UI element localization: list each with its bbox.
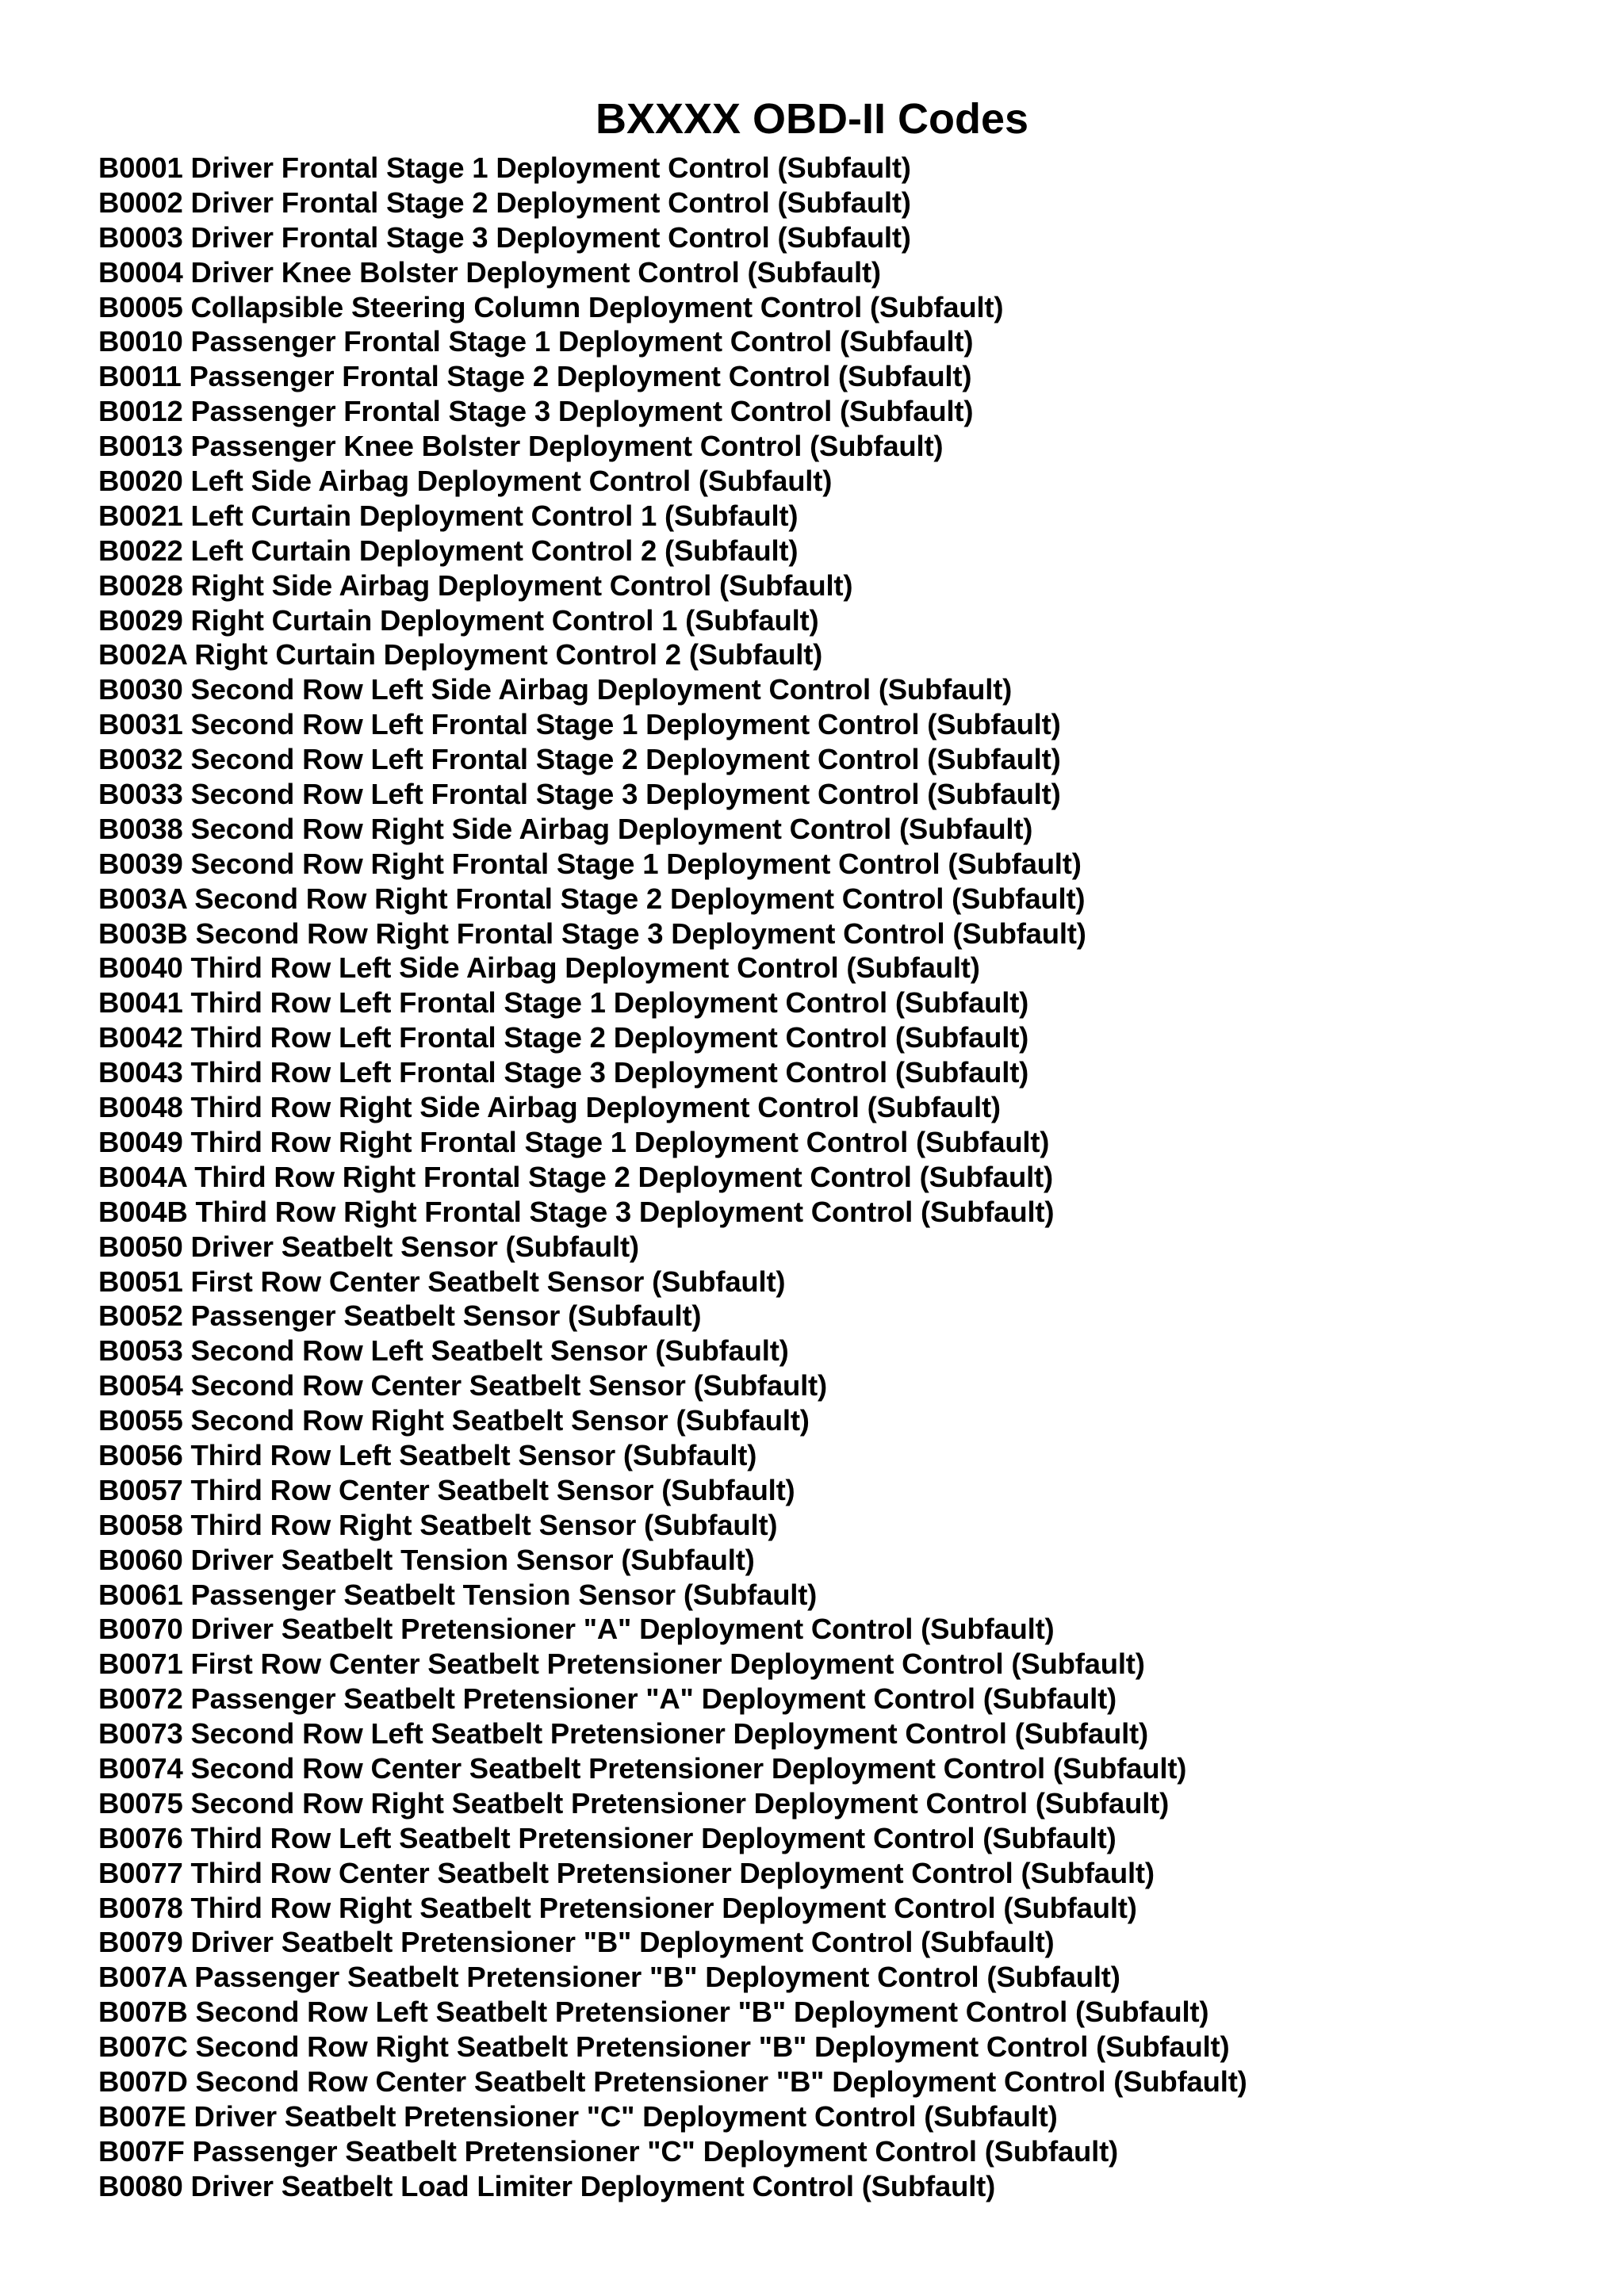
code-line: B007E Driver Seatbelt Pretensioner "C" Deployment Control (Subfault) (98, 2099, 1058, 2133)
code-line: B0049 Third Row Right Frontal Stage 1 Deployment Control (Subfault) (98, 1125, 1050, 1158)
code-line: B0073 Second Row Left Seatbelt Pretensioner Deployment Control (Subfault) (98, 1717, 1148, 1751)
code-line: B0070 Driver Seatbelt Pretensioner "A" Deployment Control (Subfault) (98, 1613, 1055, 1646)
code-line: B0011 Passenger Frontal Stage 2 Deployment Control (Subfault) (98, 360, 972, 393)
code-line: B0030 Second Row Left Side Airbag Deployment Control (Subfault) (98, 673, 1013, 706)
code-line: B0038 Second Row Right Side Airbag Deployment Control (Subfault) (98, 812, 1033, 845)
code-line: B004B Third Row Right Frontal Stage 3 Deployment Control (Subfault) (98, 1195, 1055, 1228)
code-line: B0051 First Row Center Seatbelt Sensor (Subfault) (98, 1265, 786, 1298)
code-line: B0052 Passenger Seatbelt Sensor (Subfault) (98, 1299, 702, 1333)
code-line: B007C Second Row Right Seatbelt Pretensioner "B" Deployment Control (Subfault) (98, 2030, 1230, 2064)
code-line: B0076 Third Row Left Seatbelt Pretensioner Deployment Control (Subfault) (98, 1821, 1116, 1854)
code-line: B0080 Driver Seatbelt Load Limiter Deployment Control (Subfault) (98, 2169, 996, 2202)
code-line: B0031 Second Row Left Frontal Stage 1 Deployment Control (Subfault) (98, 708, 1061, 741)
code-line: B0022 Left Curtain Deployment Control 2 (Subfault) (98, 534, 799, 567)
code-line: B0042 Third Row Left Frontal Stage 2 Deployment Control (Subfault) (98, 1021, 1029, 1054)
code-line: B0050 Driver Seatbelt Sensor (Subfault) (98, 1230, 639, 1263)
code-line: B0078 Third Row Right Seatbelt Pretensioner Deployment Control (Subfault) (98, 1891, 1137, 1924)
code-line: B004A Third Row Right Frontal Stage 2 Deployment Control (Subfault) (98, 1160, 1053, 1193)
code-line: B0003 Driver Frontal Stage 3 Deployment Control (Subfault) (98, 220, 911, 254)
code-line: B007B Second Row Left Seatbelt Pretensioner "B" Deployment Control (Subfault) (98, 1996, 1209, 2029)
code-line: B003A Second Row Right Frontal Stage 2 Deployment Control (Subfault) (98, 882, 1086, 915)
code-line: B0048 Third Row Right Side Airbag Deployment Control (Subfault) (98, 1091, 1001, 1124)
code-line: B0060 Driver Seatbelt Tension Sensor (Subfault) (98, 1543, 755, 1576)
code-line: B0012 Passenger Frontal Stage 3 Deployment Control (Subfault) (98, 395, 974, 428)
code-line: B0053 Second Row Left Seatbelt Sensor (Subfault) (98, 1334, 789, 1368)
code-line: B007F Passenger Seatbelt Pretensioner "C" Deployment Control (Subfault) (98, 2134, 1119, 2168)
code-line: B002A Right Curtain Deployment Control 2 (Subfault) (98, 638, 823, 672)
code-line: B0033 Second Row Left Frontal Stage 3 Deployment Control (Subfault) (98, 778, 1061, 811)
code-line: B0056 Third Row Left Seatbelt Sensor (Subfault) (98, 1438, 757, 1471)
code-line: B0005 Collapsible Steering Column Deployment Control (Subfault) (98, 290, 1004, 323)
code-line: B0028 Right Side Airbag Deployment Control (Subfault) (98, 568, 853, 602)
code-line: B0079 Driver Seatbelt Pretensioner "B" Deployment Control (Subfault) (98, 1926, 1055, 1959)
code-line: B0043 Third Row Left Frontal Stage 3 Deployment Control (Subfault) (98, 1056, 1029, 1089)
code-line: B0040 Third Row Left Side Airbag Deployment Control (Subfault) (98, 951, 980, 985)
code-line: B0002 Driver Frontal Stage 2 Deployment Control (Subfault) (98, 186, 911, 219)
code-line: B0021 Left Curtain Deployment Control 1 (Subfault) (98, 499, 799, 532)
code-line: B0058 Third Row Right Seatbelt Sensor (Subfault) (98, 1508, 778, 1541)
code-line: B0074 Second Row Center Seatbelt Pretensioner Deployment Control (Subfault) (98, 1751, 1187, 1785)
code-line: B0039 Second Row Right Frontal Stage 1 Deployment Control (Subfault) (98, 847, 1082, 880)
code-line: B003B Second Row Right Frontal Stage 3 Deployment Control (Subfault) (98, 916, 1086, 950)
code-line: B007D Second Row Center Seatbelt Pretensioner "B" Deployment Control (Subfault) (98, 2064, 1247, 2098)
code-line: B0029 Right Curtain Deployment Control 1 (Subfault) (98, 603, 819, 637)
code-line: B0020 Left Side Airbag Deployment Control (Subfault) (98, 465, 833, 498)
code-line: B0004 Driver Knee Bolster Deployment Control (Subfault) (98, 255, 881, 289)
code-line: B0061 Passenger Seatbelt Tension Sensor (Subfault) (98, 1578, 818, 1611)
code-list (98, 151, 1247, 2204)
document-title: BXXXX OBD-II Codes (595, 95, 1029, 143)
code-line: B0054 Second Row Center Seatbelt Sensor (Subfault) (98, 1369, 827, 1402)
code-line: B0032 Second Row Left Frontal Stage 2 Deployment Control (Subfault) (98, 743, 1061, 776)
code-line: B0077 Third Row Center Seatbelt Pretensioner Deployment Control (Subfault) (98, 1856, 1155, 1889)
code-line: B0013 Passenger Knee Bolster Deployment Control (Subfault) (98, 430, 944, 463)
code-line: B0072 Passenger Seatbelt Pretensioner "A" Deployment Control (Subfault) (98, 1682, 1117, 1716)
code-line: B0001 Driver Frontal Stage 1 Deployment Control (Subfault) (98, 151, 911, 184)
code-line: B0010 Passenger Frontal Stage 1 Deployment Control (Subfault) (98, 325, 974, 358)
code-line: B0055 Second Row Right Seatbelt Sensor (Subfault) (98, 1404, 810, 1437)
code-line: B007A Passenger Seatbelt Pretensioner "B" Deployment Control (Subfault) (98, 1961, 1120, 1994)
code-line: B0057 Third Row Center Seatbelt Sensor (Subfault) (98, 1473, 795, 1506)
code-line: B0075 Second Row Right Seatbelt Pretensioner Deployment Control (Subfault) (98, 1786, 1170, 1820)
code-line: B0071 First Row Center Seatbelt Pretensioner Deployment Control (Subfault) (98, 1647, 1145, 1681)
code-line: B0041 Third Row Left Frontal Stage 1 Deployment Control (Subfault) (98, 986, 1029, 1020)
